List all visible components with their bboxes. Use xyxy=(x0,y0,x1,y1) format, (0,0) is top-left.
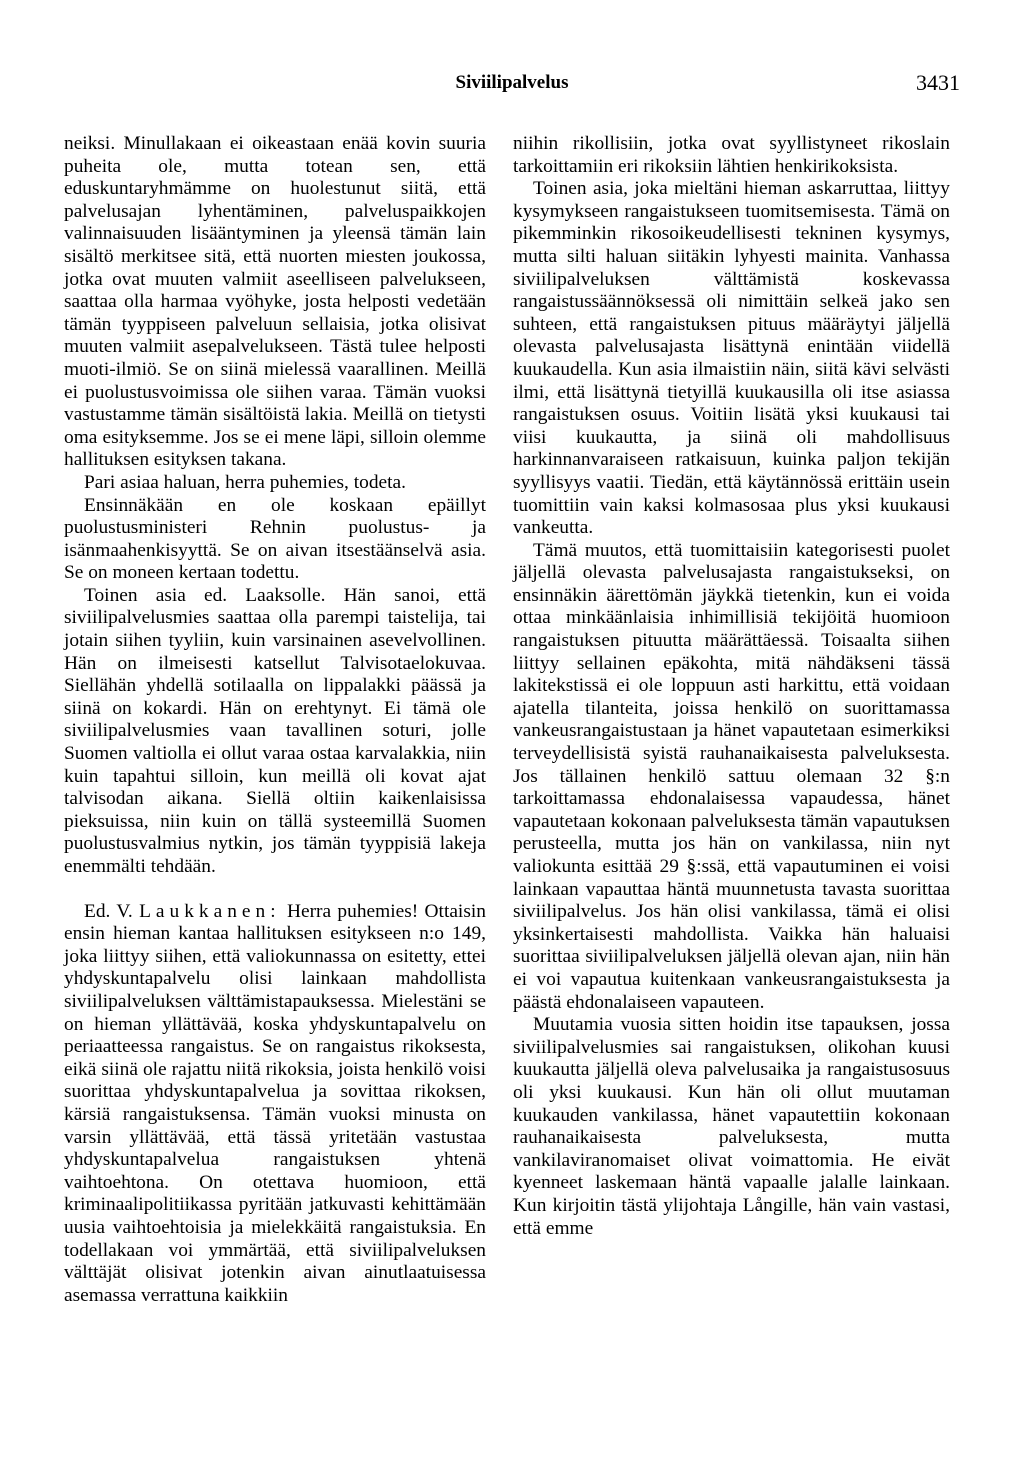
paragraph: Toinen asia, joka mieltäni hieman askarruttaa, liittyy kysymykseen rangaistukseen tuomitsemisesta. Tämä on pikemminkin rikosoikeudellisesti tekninen kysymys, mutta silti haluan siitäkin lyhyesti mainita. Vanhassa siviilipalveluksen välttämistä koskevassa rangaistussäännöksessä oli nimittäin selkeä jako sen suhteen, että rangaistuksen pituus määräytyi jäljellä olevasta palvelusajasta lisättynä enintään viidellä kuukaudella. Kun asia ilmaistiin näin, siitä kävi selvästi ilmi, että lisättynä tietyillä kuukausilla oli itse asiassa rangaistuksen osuus. Voitiin lisätä yksi kuukausi tai viisi kuukautta, ja siinä oli mahdollisuus harkinnanvaraiseen ratkaisuun, kuinka paljon tekijän syyllisyys vaatii. Tiedän, että käytännössä erittäin usein tuomittiin vain kaksi kolmasosaa plus yksi kuukausi vankeutta. xyxy=(513,178,950,539)
speaker-prefix: Ed. V. xyxy=(84,900,133,922)
paragraph: Ensinnäkään en ole koskaan epäillyt puolustusministeri Rehnin puolustus- ja isänmaahenkisyyttä. Se on aivan itsestäänselvä asia. Se on moneen kertaan todettu. xyxy=(64,494,486,584)
page-number: 3431 xyxy=(916,70,960,95)
speech-lead: Herra puhemies! xyxy=(286,900,419,922)
paragraph: Tämä muutos, että tuomittaisiin kategorisesti puolet jäljellä olevasta palvelusajasta rangaistukseksi, on ensinnäkin äärettömän jäykkä tietenkin, kun ei voida ottaa minkäänlaisia inhimillisiä tekijöitä huomioon rangaistuksen pituutta määrättäessä. Toisaalta siihen liittyy sellainen epäkohta, mitä nähdäkseni tässä lakitekstissä ei ole loppuun asti harkittu, että voidaan ajatella tilanteita, joissa henkilö on suorittamassa vankeusrangaistustaan ja hänet vapautetaan esimerkiksi terveydellisistä syistä rauhanaikaisesta palveluksesta. Jos tällainen henkilö sattuu olemaan 32 §:n tarkoittamassa ehdonalaisessa vapaudessa, hänet vapautetaan kokonaan palveluksesta tämän vapautuksen perusteella, mutta jos hän on vankilassa, niin nyt valiokunta esittää 29 §:ssä, että vapautuminen ei voisi lainkaan vapauttaa häntä muunnetusta tavasta suorittaa siviilipalvelus. Jos hän olisi vankilassa, tämä ei olisi yksinkertaisesti mahdollista. Vaikka hän haluaisi suorittaa siviilipalveluksen jäljellä olevan ajan, niin hän ei voi vapautua kuitenkaan vankeusrangaistuksesta ja päästä ehdonalaiseen vapauteen. xyxy=(513,539,950,1013)
speaker-name: Laukkanen: xyxy=(139,900,281,922)
running-title: Siviilipalvelus xyxy=(455,72,569,93)
right-column xyxy=(513,133,950,1240)
page-header xyxy=(64,70,960,100)
paragraph-continued: niihin rikollisiin, jotka ovat syyllistyneet rikoslain tarkoittamiin eri rikoksiin lähtien henkirikoksista. xyxy=(513,133,950,177)
speech-text: Ottaisin ensin hieman kantaa hallituksen esitykseen n:o 149, joka liittyy siihen, että valiokunnassa on esitetty, ettei yhdyskuntapalvelu olisi lainkaan mahdollista siviilipalveluksen välttämistapauksessa. Mielestäni se on hieman yllättävää, koska yhdyskuntapalvelu on periaatteessa rangaistus. Se on rangaistus rikoksesta, eikä siinä ole rajattu niitä rikoksia, joista henkilö voisi suorittaa yhdyskuntapalvelua ja sovittaa rikoksen, kärsiä rangaistuksensa. Tämän vuoksi minusta on varsin yllättävää, että tässä yritetään vastustaa yhdyskuntapalvelua rangaistuksen yhtenä vaihtoehtona. On otettava huomioon, että kriminaalipolitiikassa pyritään jatkuvasti kehittämään uusia vaihtoehtoisia ja mielekkäitä rangaistuksia. En todellakaan voi ymmärtää, että siviilipalveluksen välttäjät olisivat jotenkin aivan ainutlaatuisessa asemassa verrattuna kaikkiin xyxy=(64,900,486,1306)
left-column xyxy=(64,133,486,1307)
paragraph-continued: neiksi. Minullakaan ei oikeastaan enää kovin suuria puheita ole, mutta totean sen, että eduskuntaryhmämme on huolestunut siitä, että palvelusajan lyhentäminen, palveluspaikkojen valinnaisuuden lisääntyminen ja yleensä tämän lain sisältö merkitsee sitä, että nuorten miesten joukossa, jotka ovat muuten valmiit aseelliseen palvelukseen, saattaa olla harmaa vyöhyke, josta helposti vedetään tämän tyyppiseen palveluun sellaisia, jotka olisivat muuten valmiit asepalvelukseen. Tästä tulee helposti muoti-ilmiö. Se on siinä mielessä vaarallinen. Meillä ei puolustusvoimissa ole siihen varaa. Tämän vuoksi vastustamme tämän sisältöistä lakia. Meillä on tietysti oma esityksemme. Jos se ei mene läpi, silloin olemme hallituksen esityksen takana. xyxy=(64,133,486,471)
paragraph: Toinen asia ed. Laaksolle. Hän sanoi, että siviilipalvelusmies saattaa olla parempi taistelija, tai jotain siihen tyyliin, kuin varsinainen asevelvollinen. Hän on ilmeisesti katsellut Talvisotaelokuvaa. Siellähän yhdellä sotilaalla on lippalakki päässä ja siinä on kokardi. Hän on erehtynyt. Ei tämä ole siviilipalvelusmies vaan tavallinen soturi, jolle Suomen valtiolla ei ollut varaa ostaa karvalakkia, niin kuin tapahtui silloin, kun meillä oli kovat ajat talvisodan aikana. Siellä oltiin kaikenlaisissa pieksuissa, niin kuin on tällä systeemillä Suomen puolustusvalmius nytkin, jos tämän tyyppisiä lakeja enemmälti tehdään. xyxy=(64,584,486,877)
paragraph: Muutamia vuosia sitten hoidin itse tapauksen, jossa siviilipalvelusmies sai rangaistuksen, olikohan kuusi kuukautta jäljellä oleva palvelusaika ja rangaistusosuus oli yksi kuukausi. Kun hän oli ollut muutaman kuukauden vankilassa, hänet vapautettiin kokonaan rauhanaikaisesta palveluksesta, mutta vankilaviranomaiset olivat voimattomia. He eivät kyenneet laskemaan häntä vapaalle jalalle lainkaan. Kun kirjoitin tästä ylijohtaja Långille, hän vain vastasi, että emme xyxy=(513,1014,950,1239)
speech-paragraph xyxy=(64,901,486,1308)
paragraph: Pari asiaa haluan, herra puhemies, todeta. xyxy=(84,471,406,493)
